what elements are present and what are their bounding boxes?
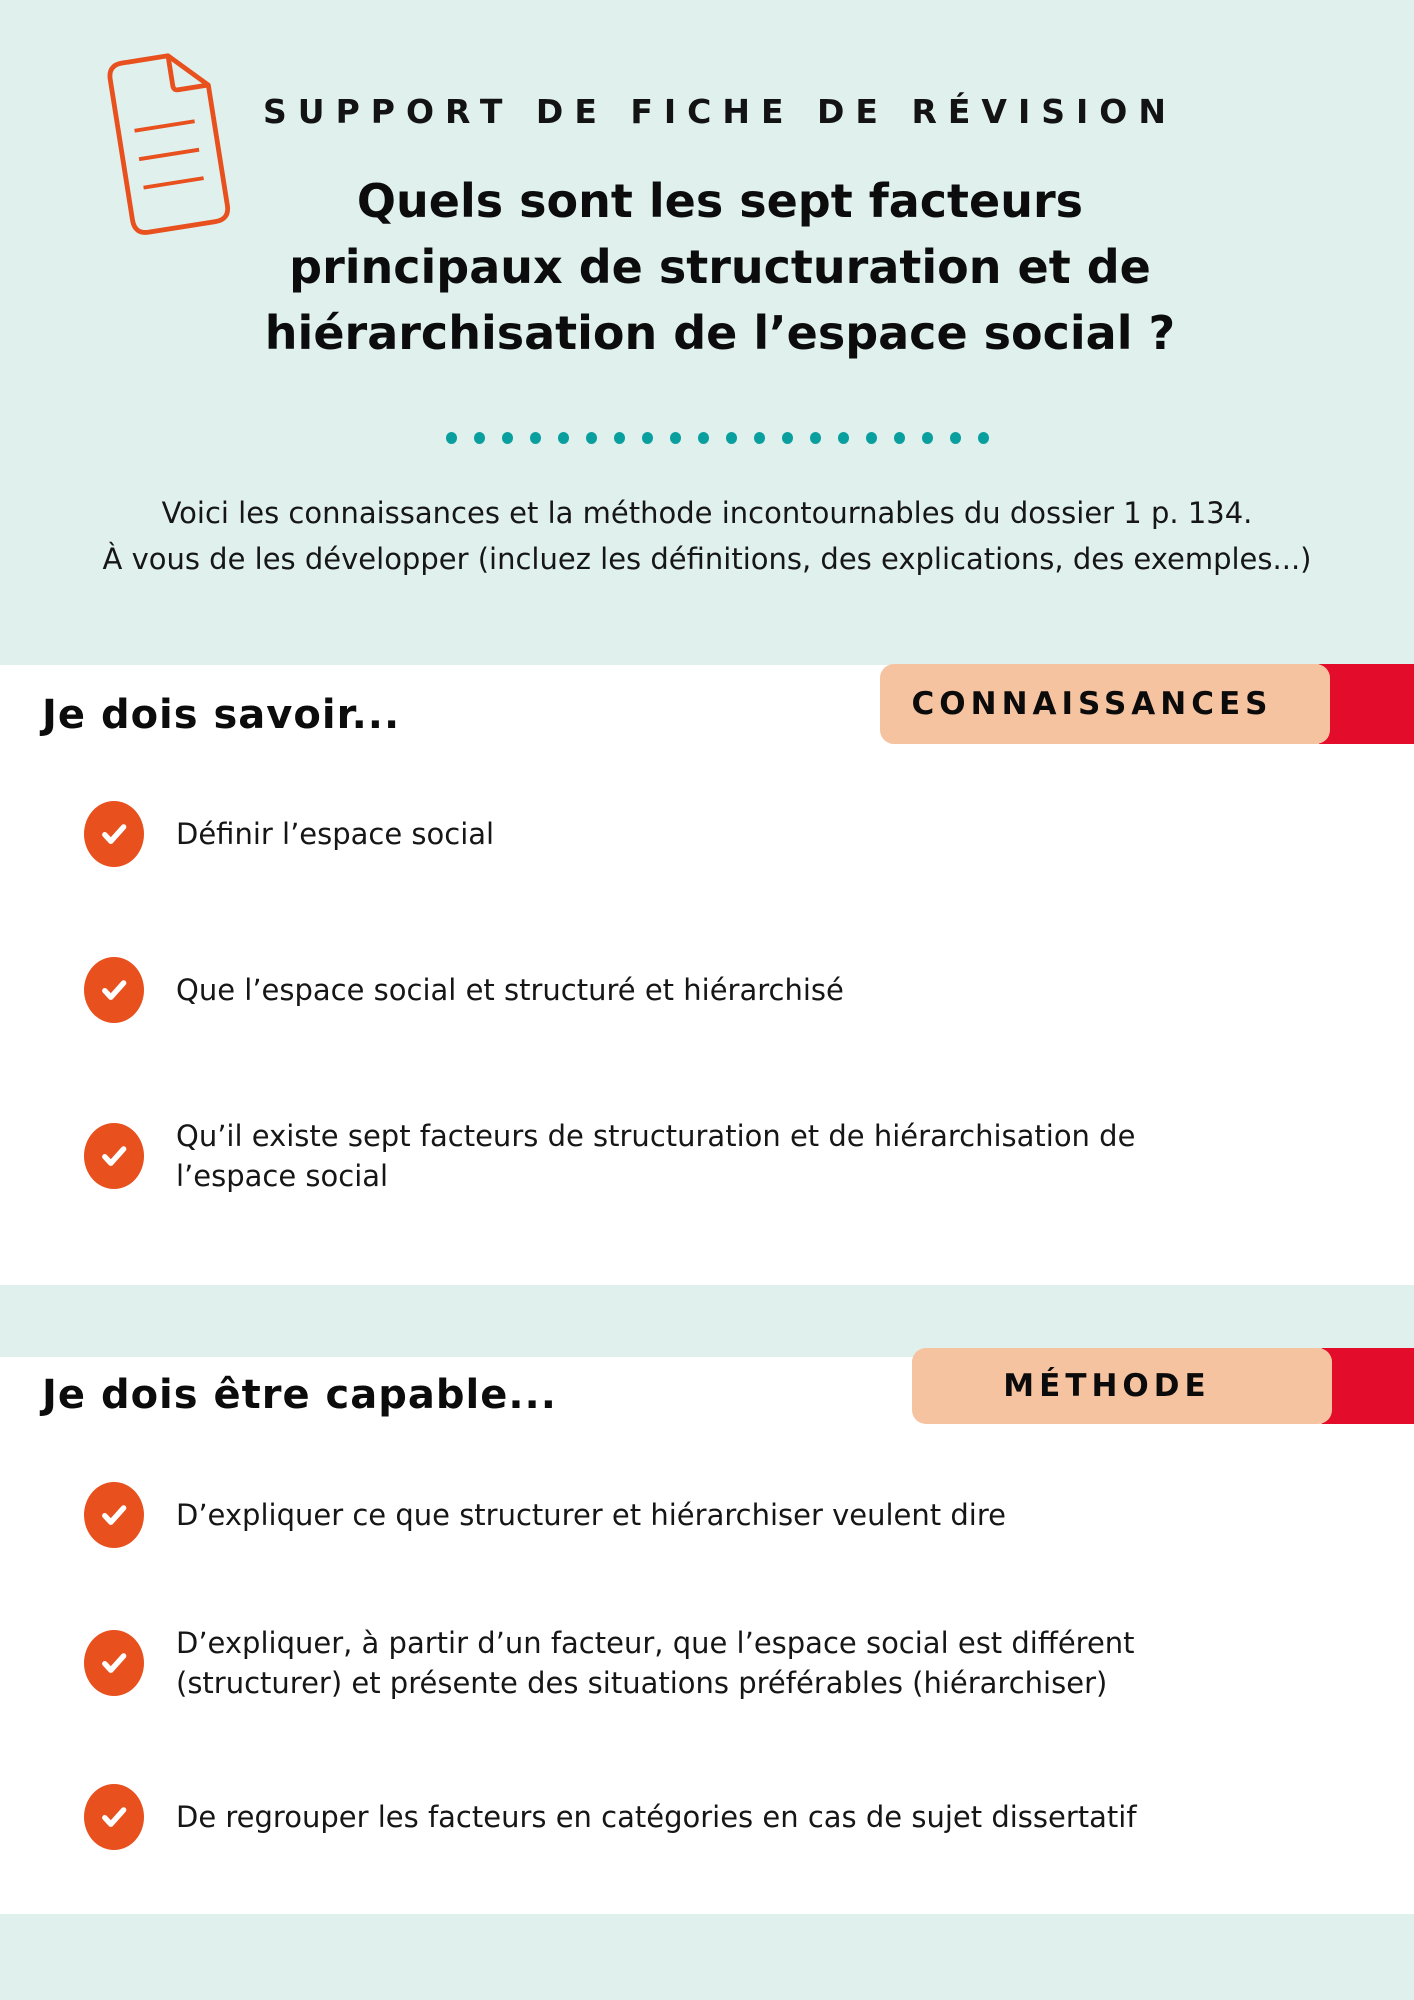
dot xyxy=(838,432,849,444)
dot xyxy=(810,432,821,444)
dot xyxy=(978,432,989,444)
checklist-item xyxy=(84,801,494,867)
dot xyxy=(446,432,457,444)
checklist-item-label: D’expliquer, à partir d’un facteur, que l’espace social est différent (structurer) et présente des situations préférables (hiérarchiser) xyxy=(176,1626,1135,1700)
dot xyxy=(754,432,765,444)
check-icon xyxy=(84,957,144,1023)
checklist-item xyxy=(84,1784,1137,1850)
dot xyxy=(474,432,485,444)
check-icon xyxy=(84,1482,144,1548)
intro-line-2: À vous de les développer (incluez les définitions, des explications, des exemples...) xyxy=(102,542,1312,576)
checklist-item xyxy=(84,957,844,1023)
dot xyxy=(922,432,933,444)
checklist-item-label: Qu’il existe sept facteurs de structuration et de hiérarchisation de l’espace social xyxy=(176,1119,1136,1193)
dot xyxy=(950,432,961,444)
dot xyxy=(530,432,541,444)
dot xyxy=(670,432,681,444)
checklist-item-label: De regrouper les facteurs en catégories en cas de sujet dissertatif xyxy=(176,1800,1137,1834)
badge-connaissances: CONNAISSANCES xyxy=(880,664,1330,744)
badge-methode: MÉTHODE xyxy=(912,1348,1332,1424)
check-icon xyxy=(84,801,144,867)
section-heading-capable: Je dois être capable... xyxy=(42,1372,557,1418)
checklist-item-label: Que l’espace social et structuré et hiérarchisé xyxy=(176,973,844,1007)
dot xyxy=(726,432,737,444)
title-line-2: principaux de structuration et de xyxy=(289,240,1151,294)
title-line-3: hiérarchisation de l’espace social ? xyxy=(264,306,1176,360)
dot xyxy=(558,432,569,444)
check-icon xyxy=(84,1784,144,1850)
dot xyxy=(698,432,709,444)
dot xyxy=(642,432,653,444)
checklist-item xyxy=(84,1482,1006,1548)
footer-background-band xyxy=(0,1914,1414,2000)
dot xyxy=(866,432,877,444)
section-divider-band xyxy=(0,1285,1414,1357)
title-line-1: Quels sont les sept facteurs xyxy=(356,174,1084,228)
checklist-item-label: Définir l’espace social xyxy=(176,817,495,851)
dots-divider xyxy=(446,431,986,445)
section-heading-savoir: Je dois savoir... xyxy=(42,692,401,738)
dot xyxy=(894,432,905,444)
intro-text xyxy=(60,490,1354,582)
check-icon xyxy=(84,1630,144,1696)
check-icon xyxy=(84,1123,144,1189)
checklist-item-label: D’expliquer ce que structurer et hiérarchiser veulent dire xyxy=(176,1498,1006,1532)
dot xyxy=(782,432,793,444)
intro-line-1: Voici les connaissances et la méthode incontournables du dossier 1 p. 134. xyxy=(161,496,1253,530)
sheet-title xyxy=(110,168,1330,366)
dot xyxy=(614,432,625,444)
checklist-item xyxy=(84,1119,1156,1193)
dot xyxy=(586,432,597,444)
checklist-item xyxy=(84,1626,1176,1700)
sheet-kicker: SUPPORT DE FICHE DE RÉVISION xyxy=(263,92,1177,131)
dot xyxy=(502,432,513,444)
